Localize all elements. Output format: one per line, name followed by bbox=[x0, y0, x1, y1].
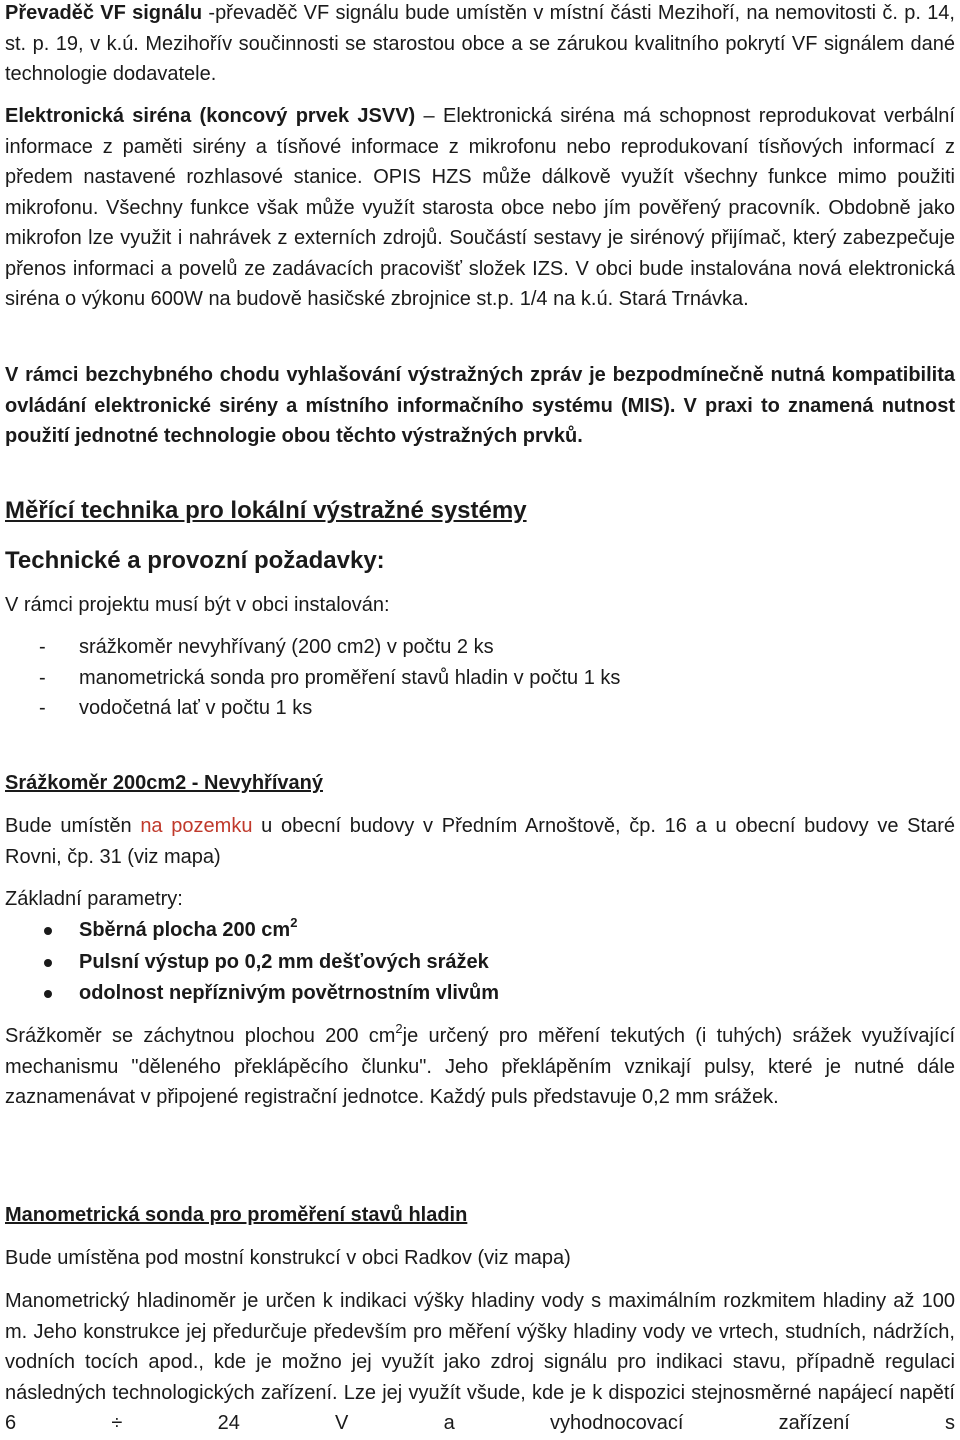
intro-text: V rámci projektu musí být v obci instalován: bbox=[5, 594, 390, 616]
paragraph-text: – Elektronická siréna má schopnost reprodukovat verbální informace z paměti sirény a tísňové informace z mikrofonu nebo reprodukovaní tísňových informací z předem nastavené rozhlasové stanice. OPIS HZS může dálkově využít všechny funkce mimo použiti mikrofonu. Všechny funkce však může využít starosta obce nebo jím pověřený pracovník. Obdobně jako mikrofon lze využit i nahrávek z externích zdrojů. Součástí sestavy je sirénový přijímač, který zabezpečuje přenos informaci a povelů ze zadávacích pracovišť složek IZS. V obci bude instalována nová elektronická siréna o výkonu 600W na budově hasičské zbrojnice st.p. 1/4 na k.ú. Stará Trnávka. bbox=[5, 105, 955, 310]
manometric-location: Bude umístěna pod mostní konstrukcí v obci Radkov (viz mapa) bbox=[5, 1247, 571, 1269]
section-heading-rain-gauge: Srážkoměr 200cm2 - Nevyhřívaný bbox=[5, 772, 323, 794]
list-item bbox=[5, 915, 955, 947]
bullet-icon bbox=[44, 959, 52, 967]
desc-text: Srážkoměr se záchytnou plochou 200 cm bbox=[5, 1025, 396, 1047]
manometric-description: Manometrický hladinoměr je určen k indikaci výšky hladiny vody s maximálním rozkmitem hladiny až 100 m. Jeho konstrukce jej předurčuje především pro měření výšky hladiny vody ve vrtech, studních, nádržích, vodních tocích apod., kde je možno jej využít jako zdroj signálu pro indikaci stavu, případně regulaci následných technologických zařízení. Lze jej využít všude, kde je k dispozici stejnosměrné napájecí napětí 6 ÷ 24 V a vyhodnocovací zařízení s bbox=[5, 1290, 955, 1434]
list-item: - manometrická sonda pro proměření stavů hladin v počtu 1 ks bbox=[5, 663, 955, 694]
params-list bbox=[5, 915, 955, 1010]
param-text: Sběrná plocha 200 cm bbox=[79, 919, 291, 941]
list-item bbox=[5, 947, 955, 979]
paragraph-lead: Elektronická siréna (koncový prvek JSVV) bbox=[5, 105, 416, 127]
paragraph-compatibility: V rámci bezchybného chodu vyhlašování výstražných zpráv je bezpodmínečně nutná kompatibilita ovládání elektronické sirény a místního informačního systému (MIS). V praxi to znamená nutnost použití jednotné technologie obou těchto výstražných prvků. bbox=[5, 364, 955, 447]
superscript: 2 bbox=[395, 1021, 403, 1036]
rain-gauge-description bbox=[5, 1021, 955, 1113]
paragraph-lead: Převaděč VF signálu bbox=[5, 2, 203, 24]
paragraph-vf-converter bbox=[5, 0, 955, 90]
params-label: Základní parametry: bbox=[5, 888, 183, 910]
param-text: odolnost nepříznivým povětrnostním vlivům bbox=[79, 982, 500, 1004]
param-text: Pulsní výstup po 0,2 mm dešťových srážek bbox=[79, 950, 489, 973]
superscript: 2 bbox=[290, 915, 298, 930]
location-highlight: na pozemku bbox=[140, 815, 253, 837]
location-text: Bude umístěn bbox=[5, 815, 141, 837]
paragraph-siren bbox=[5, 101, 955, 315]
section-heading-measurement: Měřící technika pro lokální výstražné systémy bbox=[5, 497, 527, 524]
desc-text-rest: je určený pro měření tekutých (i tuhých) srážek využívající mechanismu "děleného překlápěcího člunku". Jeho překlápěním vznikají pulsy, které je nutné dále zaznamenávat v připojené registrační jednotce. Každý puls představuje 0,2 mm srážek. bbox=[5, 1025, 955, 1108]
list-item: - vodočetná lať v počtu 1 ks bbox=[5, 693, 955, 724]
subheading-requirements: Technické a provozní požadavky: bbox=[5, 547, 385, 574]
bullet-icon bbox=[44, 927, 52, 935]
location-text-rest: u obecní budovy v Předním Arnoštově, čp. 16 a u obecní budovy ve Staré Rovni, čp. 31 (viz mapa) bbox=[5, 815, 955, 868]
paragraph-text: -převaděč VF signálu bude umístěn v místní části Mezihoří, na nemovitosti č. p. 14, st. p. 19, v k.ú. Mezihořív součinnosti se starostou obce a se zárukou kvalitního pokrytí VF signálem dané technologie dodavatele. bbox=[5, 2, 955, 85]
rain-gauge-location bbox=[5, 811, 955, 872]
section-heading-manometric: Manometrická sonda pro proměření stavů hladin bbox=[5, 1204, 468, 1226]
bullet-icon bbox=[44, 990, 52, 998]
list-item: - srážkoměr nevyhřívaný (200 cm2) v počtu 2 ks bbox=[5, 632, 955, 663]
list-item bbox=[5, 978, 955, 1010]
required-items-list bbox=[5, 632, 955, 724]
